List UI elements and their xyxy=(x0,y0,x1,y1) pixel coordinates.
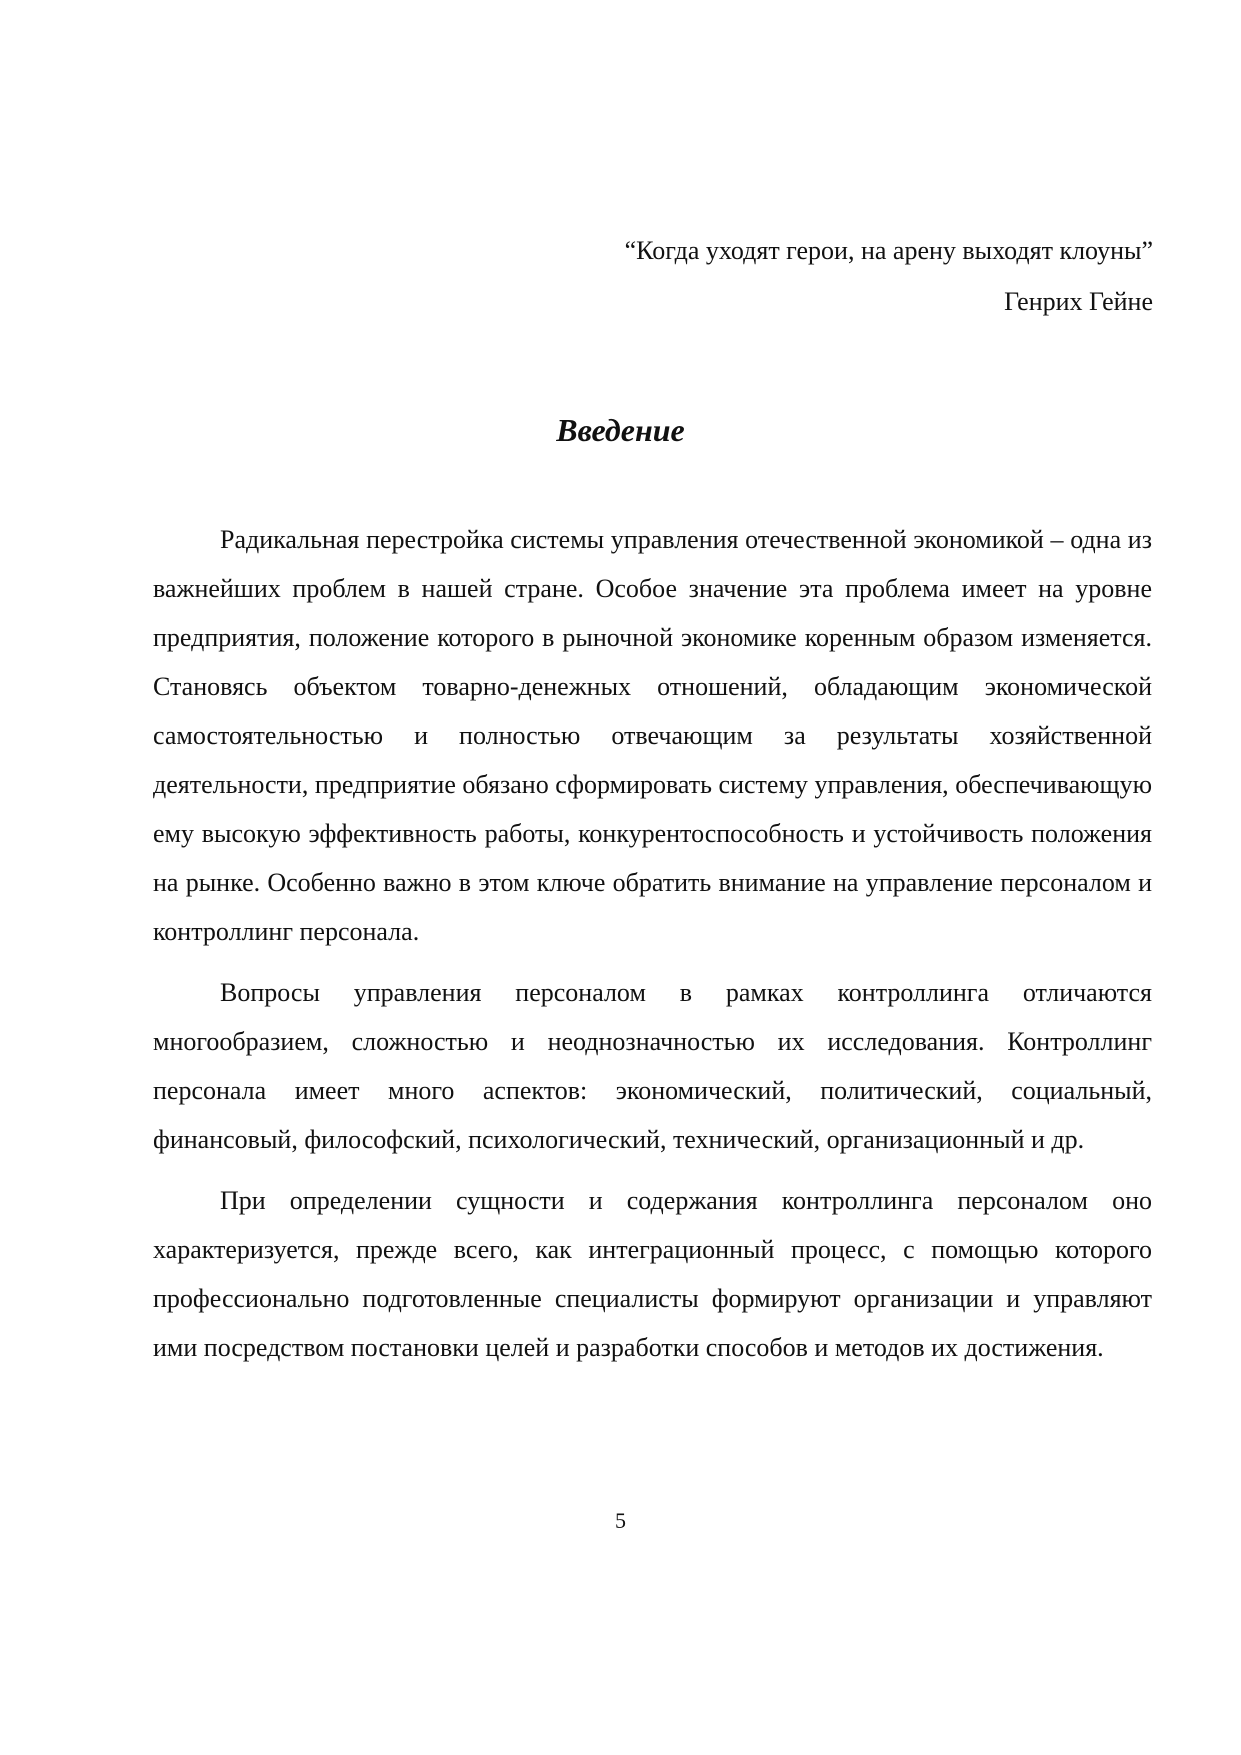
page-number: 5 xyxy=(615,1508,626,1533)
paragraph: Радикальная перестройка системы управления отечественной экономикой – одна из важнейших проблем в нашей стране. Особое значение эта проблема имеет на уровне предприятия, положение которого в рыночной экономике коренным образом изменяется. Становясь объектом товарно-денежных отношений, обладающим экономической самостоятельностью и полностью отвечающим за результаты хозяйственной деятельности, предприятие обязано сформировать систему управления, обеспечивающую ему высокую эффективность работы, конкурентоспособность и устойчивость положения на рынке. Особенно важно в этом ключе обратить внимание на управление персоналом и контроллинг персонала. xyxy=(153,525,1152,946)
epigraph-author: Генрих Гейне xyxy=(1004,287,1153,316)
epigraph-quote: “Когда уходят герои, на арену выходят клоуны” xyxy=(624,236,1153,265)
section-heading: Введение xyxy=(556,412,685,448)
paragraph: Вопросы управления персоналом в рамках контроллинга отличаются многообразием, сложностью и неоднозначностью их исследования. Контроллинг персонала имеет много аспектов: экономический, политический, социальный, финансовый, философский, психологический, технический, организационный и др. xyxy=(153,978,1152,1154)
paragraph: При определении сущности и содержания контроллинга персоналом оно характеризуется, прежде всего, как интеграционный процесс, с помощью которого профессионально подготовленные специалисты формируют организации и управляют ими посредством постановки целей и разработки способов и методов их достижения. xyxy=(153,1186,1152,1362)
epigraph xyxy=(625,236,1153,317)
body-text xyxy=(153,515,1152,1384)
